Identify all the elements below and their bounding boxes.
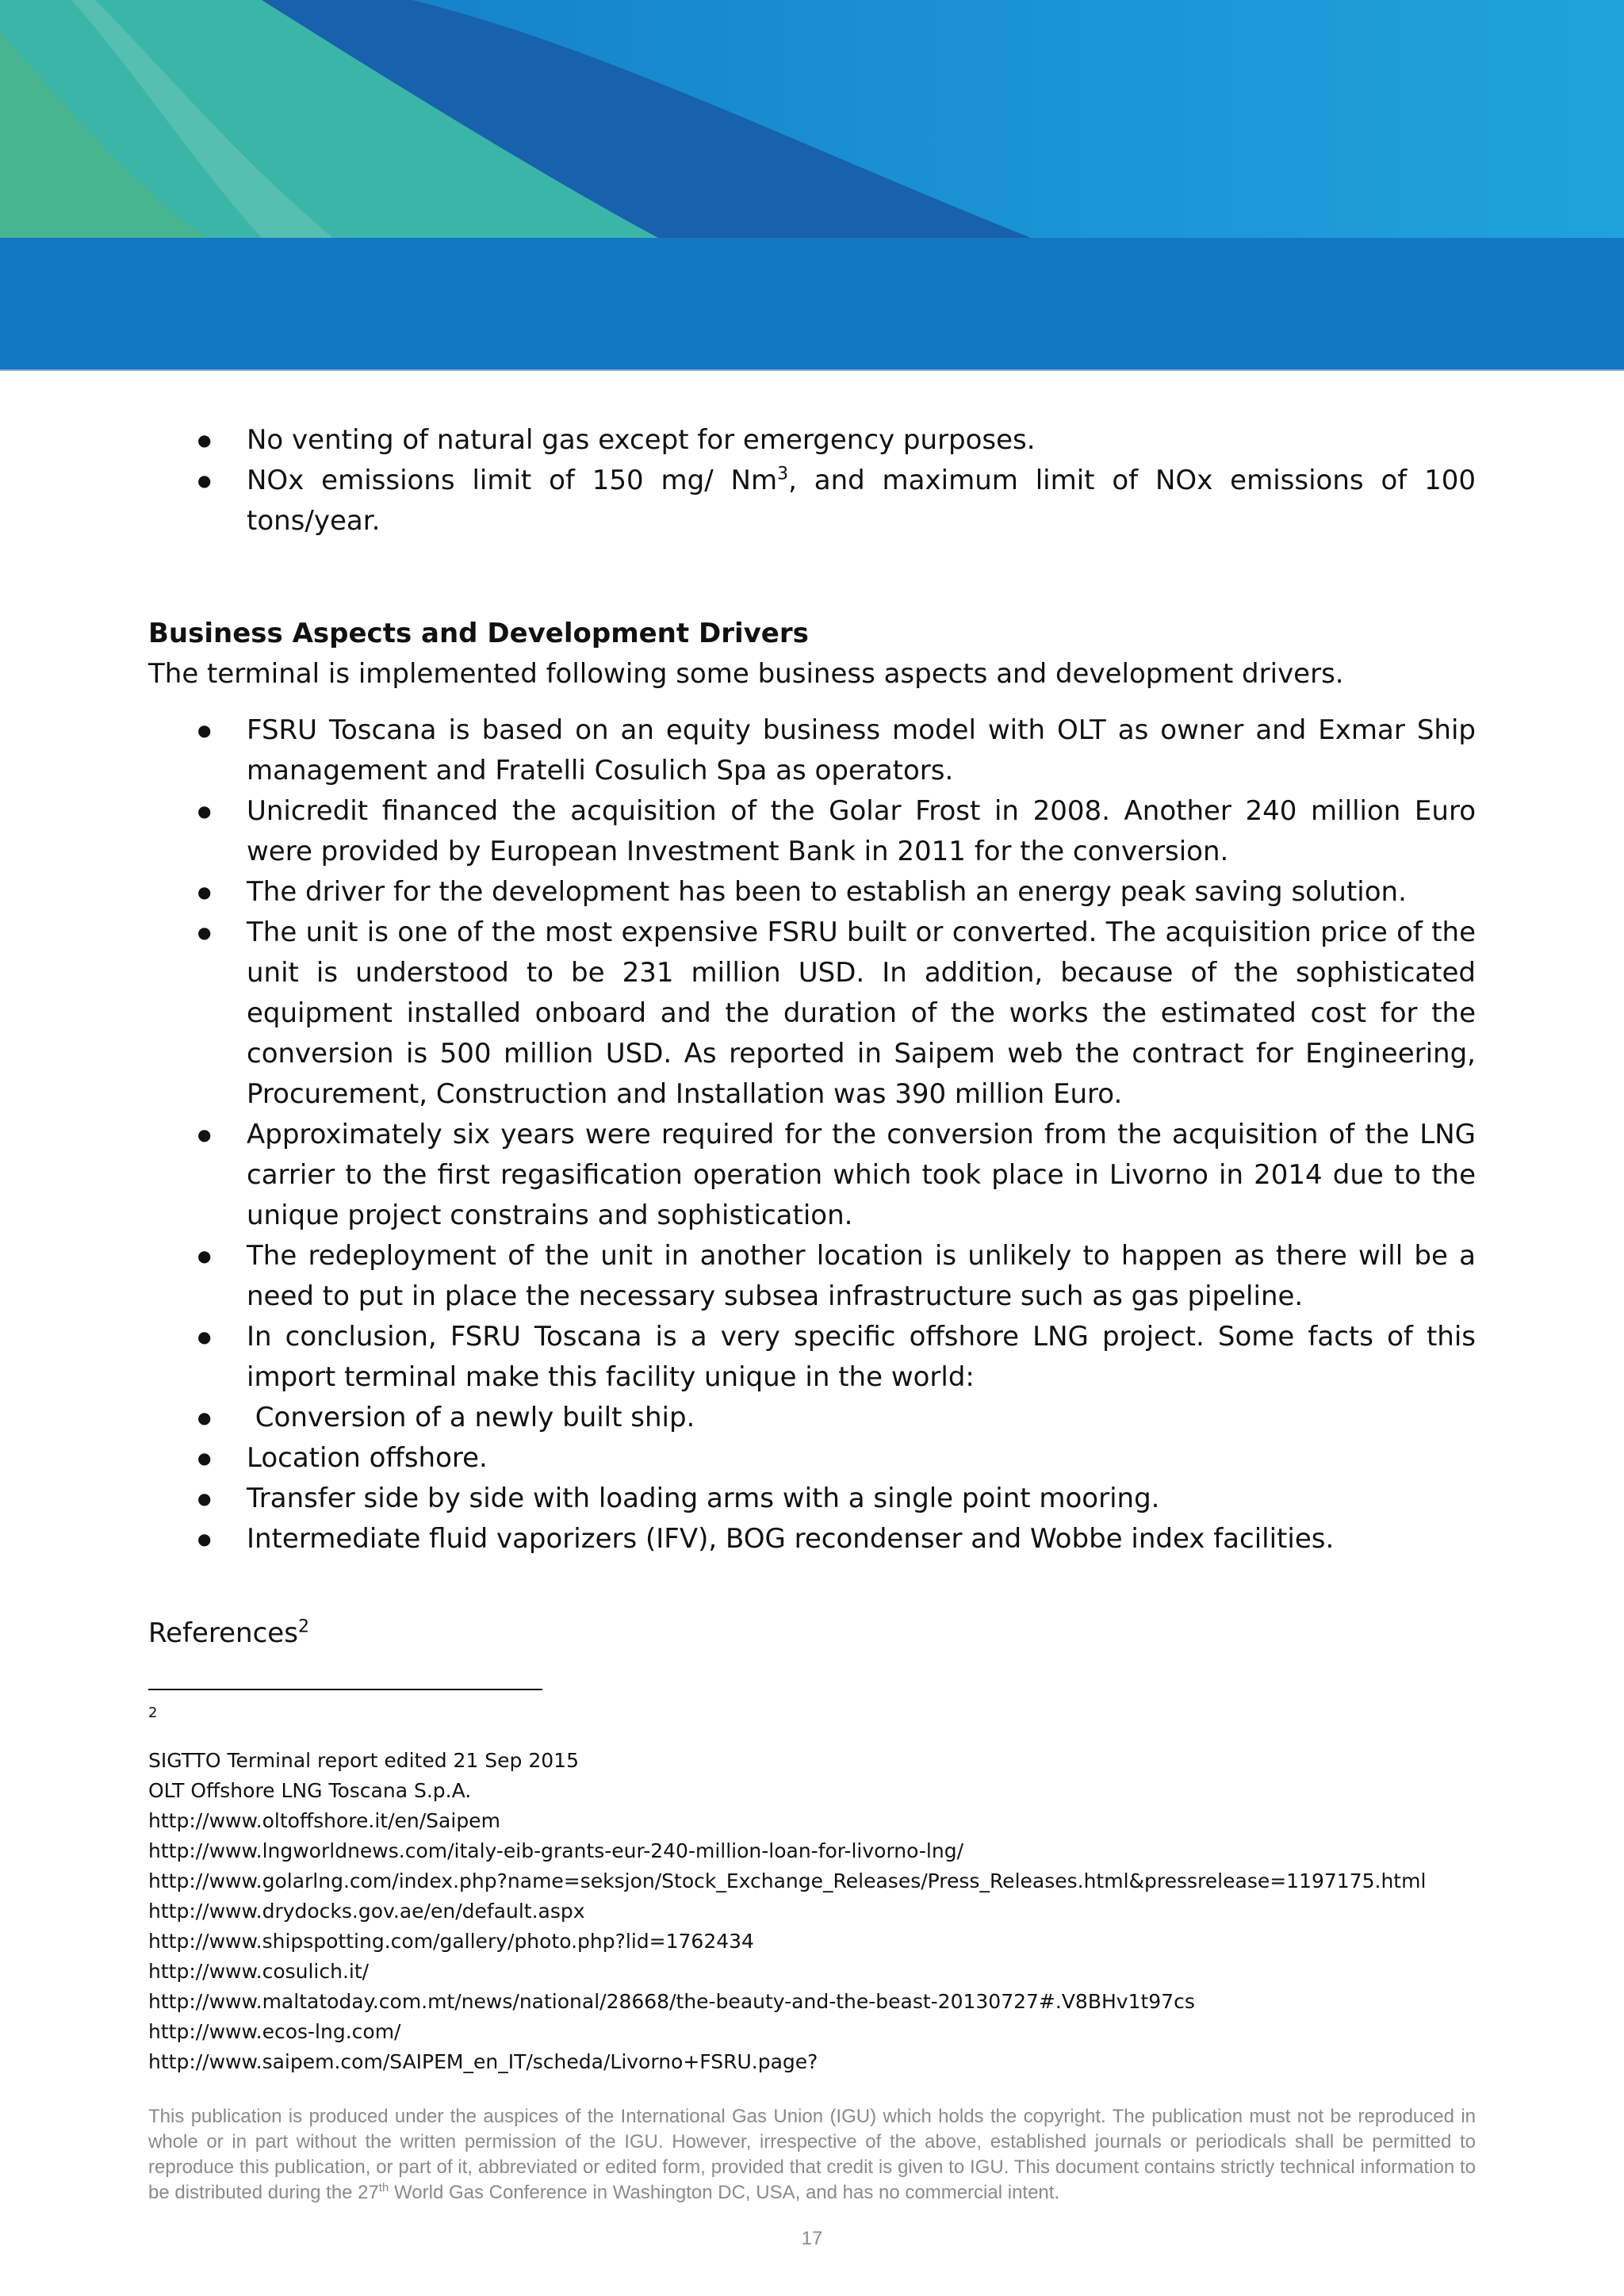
footnote-link[interactable]: http://www.oltoffshore.it/en/Saipem (148, 1809, 500, 1832)
footnote-link[interactable]: http://www.lngworldnews.com/italy-eib-grants-eur-240-million-loan-for-livorno-lng/ (148, 1839, 964, 1862)
bullet-text-continued: , and maximum limit of NOx emissions of 100 tons/year. (247, 465, 1476, 537)
footnote-number: 2 (148, 1705, 158, 1721)
ordinal-suffix: th (378, 2181, 389, 2195)
footnote-link[interactable]: http://www.saipem.com/SAIPEM_en_IT/scheda/Livorno+FSRU.page? (148, 2050, 818, 2073)
list-item (148, 420, 1476, 461)
list-item: ● Location offshore. (148, 1438, 1476, 1479)
footnote-link[interactable]: http://www.drydocks.gov.ae/en/default.aspx (148, 1900, 585, 1923)
header-banner (0, 0, 1624, 371)
list-item: ● Conversion of a newly built ship. (148, 1398, 1476, 1438)
footnote-line: SIGTTO Terminal report edited 21 Sep 2015 (148, 1749, 579, 1772)
footnote-link[interactable]: http://www.cosulich.it/ (148, 1960, 370, 1983)
footnote-link[interactable]: http://www.ecos-lng.com/ (148, 2020, 401, 2043)
list-item: ● FSRU Toscana is based on an equity business model with OLT as owner and Exmar Ship management and Fratelli Cosulich Spa as operators. (148, 710, 1476, 791)
disclaimer-text-continued: World Gas Conference in Washington DC, USA, and has no commercial intent. (389, 2182, 1060, 2203)
list-item: ● In conclusion, FSRU Toscana is a very specific offshore LNG project. Some facts of this import terminal make this facility unique in the world: (148, 1317, 1476, 1398)
banner-graphic (0, 0, 1624, 371)
banner-bottom-band (0, 238, 1624, 371)
list-item: ● Unicredit financed the acquisition of the Golar Frost in 2008. Another 240 million Euro were provided by European Investment Bank in 2011 for the conversion. (148, 791, 1476, 872)
business-bullet-list (148, 710, 1476, 1559)
top-bullet-list (148, 420, 1476, 541)
footnote-line: OLT Offshore LNG Toscana S.p.A. (148, 1779, 472, 1802)
section-heading: Business Aspects and Development Drivers (148, 618, 809, 649)
superscript: 3 (777, 464, 789, 484)
footnote-link[interactable]: http://www.maltatoday.com.mt/news/national/28668/the-beauty-and-the-beast-20130727#.V8BHv1t97cs (148, 1990, 1195, 2013)
list-item: ● The unit is one of the most expensive FSRU built or converted. The acquisition price of the unit is understood to be 231 million USD. In addition, because of the sophisticated equipment installed onboard and the duration of the works the estimated cost for the conversion is 500 million USD. As reported in Saipem web the contract for Engineering, Procurement, Construction and Installation was 390 million Euro. (148, 913, 1476, 1115)
references-label: References (148, 1617, 298, 1649)
footnote-marker: 2 (297, 1617, 309, 1637)
disclaimer-text: This publication is produced under the auspices of the International Gas Union (IGU) which holds the copyright. The publication must not be reproduced in whole or in part without the written permission of the IGU. However, irrespective of the above, established journals or periodicals shall be permitted to reproduce this publication, or part of it, abbreviated or edited form, provided that credit is given to IGU. This document contains strictly technical information to be distributed during the 27 (148, 2106, 1476, 2203)
list-item (148, 461, 1476, 541)
list-item: ● The driver for the development has been to establish an energy peak saving solution. (148, 872, 1476, 913)
footnote-divider (148, 1689, 542, 1690)
list-item: ● The redeployment of the unit in another location is unlikely to happen as there will be a need to put in place the necessary subsea infrastructure such as gas pipeline. (148, 1236, 1476, 1317)
footnote-link[interactable]: http://www.golarlng.com/index.php?name=seksjon/Stock_Exchange_Releases/Press_Releases.html&pressrelease=1197175.html (148, 1869, 1427, 1892)
banner-bottom-edge (0, 369, 1624, 371)
section-intro: The terminal is implemented following some business aspects and development drivers. (148, 658, 1344, 690)
bullet-text: NOx emissions limit of 150 mg/ Nm (247, 465, 778, 496)
main-content (148, 420, 1476, 1654)
list-item: ● Intermediate fluid vaporizers (IFV), BOG recondenser and Wobbe index facilities. (148, 1519, 1476, 1559)
references-heading (148, 1613, 1476, 1654)
list-item: ● Approximately six years were required for the conversion from the acquisition of the LNG carrier to the first regasification operation which took place in Livorno in 2014 due to the unique project constrains and sophistication. (148, 1115, 1476, 1236)
copyright-disclaimer (148, 2104, 1476, 2206)
footnote-link[interactable]: http://www.shipspotting.com/gallery/photo.php?lid=1762434 (148, 1930, 754, 1953)
list-item: ● Transfer side by side with loading arms with a single point mooring. (148, 1479, 1476, 1519)
page-number: 17 (801, 2228, 823, 2249)
bullet-text: No venting of natural gas except for emergency purposes. (247, 424, 1036, 456)
footnotes (148, 1701, 1496, 2077)
